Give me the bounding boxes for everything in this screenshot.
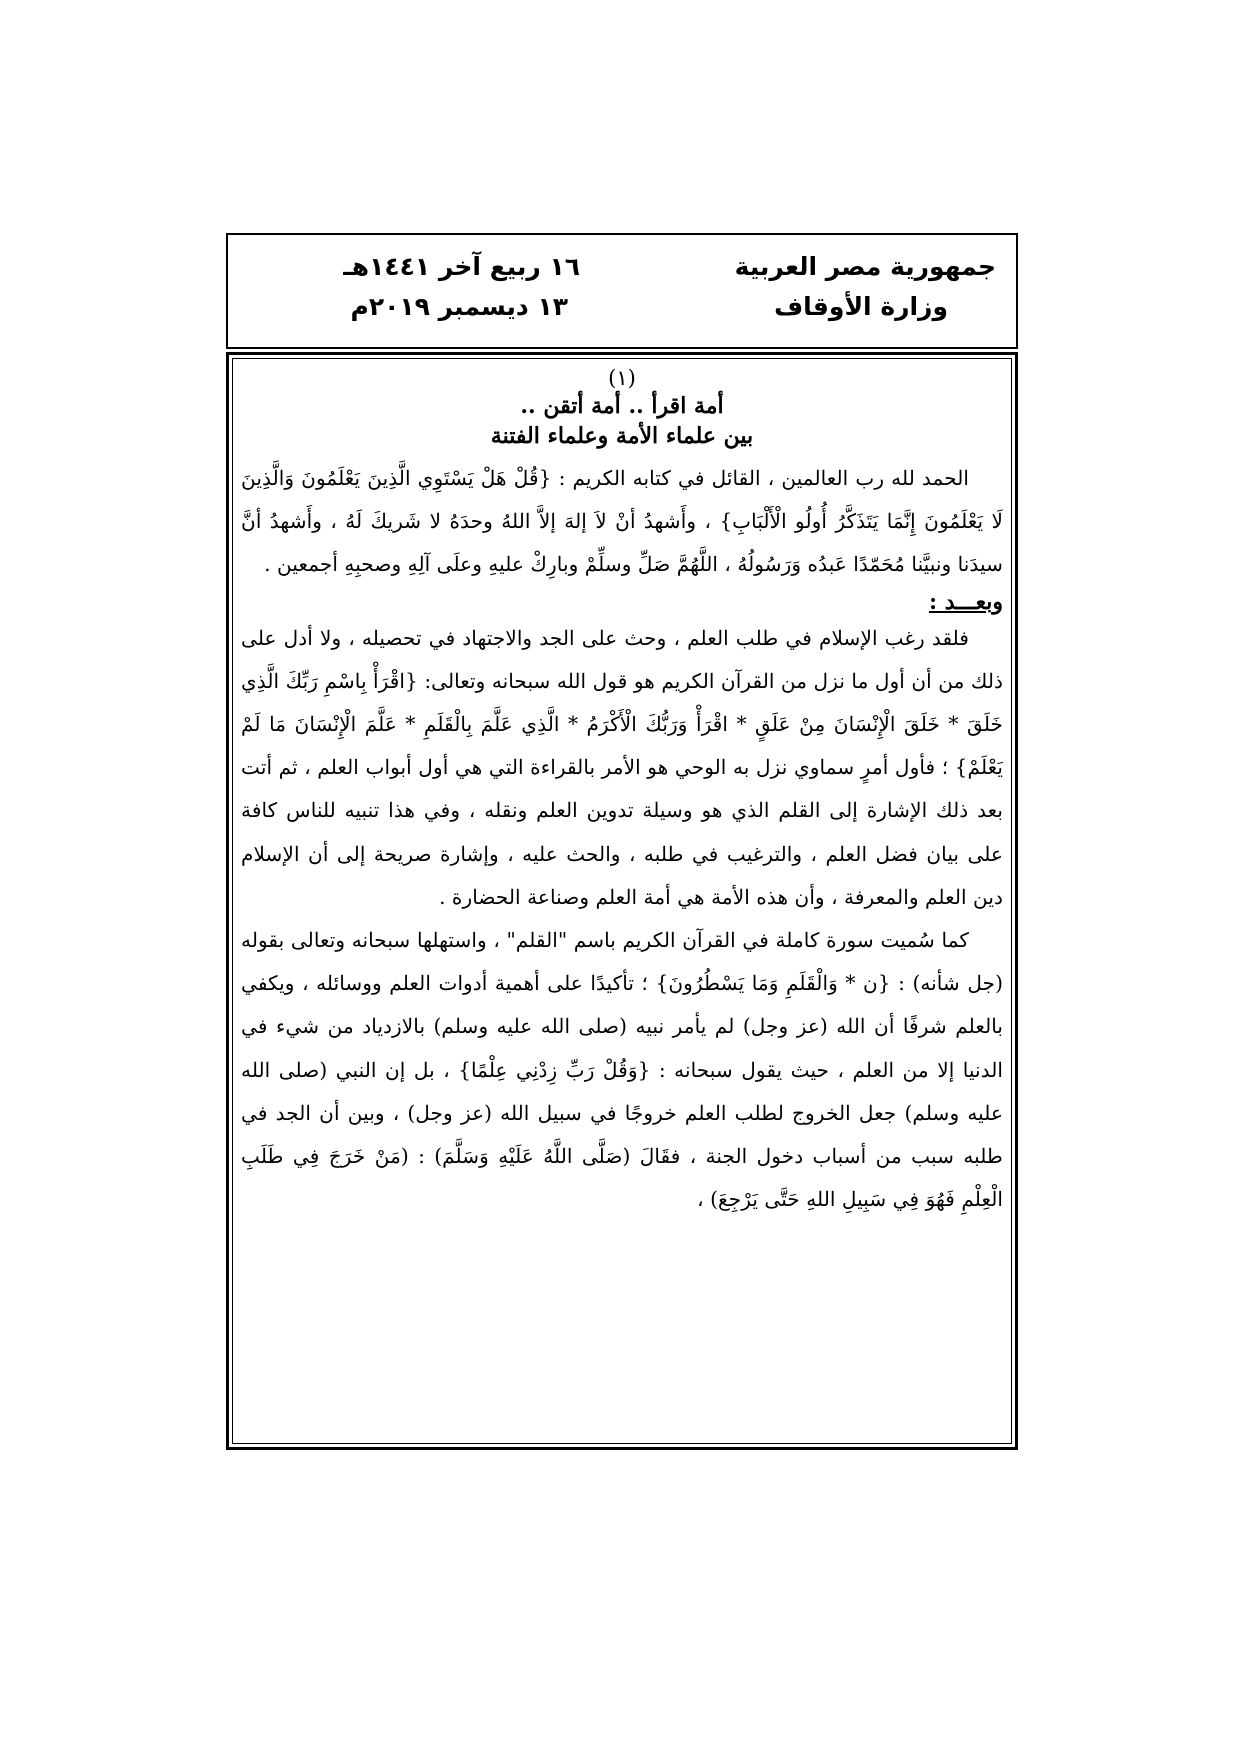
ministry-name: وزارة الأوقاف — [774, 292, 948, 321]
country-name: جمهورية مصر العربية — [734, 252, 996, 281]
hijri-date: ١٦ ربيع آخر ١٤٤١هـ — [343, 252, 580, 281]
header-box — [226, 233, 1018, 349]
sermon-title: أمة اقرأ .. أمة أتقن .. — [520, 393, 724, 419]
header-institution — [735, 247, 996, 327]
sermon-number: (١) — [608, 366, 636, 390]
ba3d-heading: وبعـــد : — [928, 588, 1003, 615]
sermon-subtitle: بين علماء الأمة وعلماء الفتنة — [490, 423, 754, 449]
body-paragraph-2: كما سُميت سورة كاملة في القرآن الكريم باسم "القلم" ، واستهلها سبحانه وتعالى بقوله (جل شأنه) : {ن * وَالْقَلَمِ وَمَا يَسْطُرُونَ} ؛ تأكيدًا على أهمية أدوات العلم ووسائله ، ويكفي بالعلم شرفًا أن الله (عز وجل) لم يأمر نبيه (صلى الله عليه وسلم) بالازدياد من شيء في الدنيا إلا من العلم ، حيث يقول سبحانه : {وَقُلْ رَبِّ زِدْنِي عِلْمًا} ، بل إن النبي (صلى الله عليه وسلم) جعل الخروج لطلب العلم خروجًا في سبيل الله (عز وجل) ، وبين أن الجد في طلبه سبب من أسباب دخول الجنة ، فقَالَ (صَلَّى اللَّهُ عَلَيْهِ وَسَلَّمَ) : (مَنْ خَرَجَ فِي طَلَبِ الْعِلْمِ فَهُوَ فِي سَبِيلِ اللهِ حَتَّى يَرْجِعَ) ، — [241, 928, 1003, 1212]
header-dates — [288, 247, 588, 327]
body-paragraph-1: فلقد رغب الإسلام في طلب العلم ، وحث على الجد والاجتهاد في تحصيله ، ولا أدل على ذلك من أن أول ما نزل من القرآن الكريم هو قول الله سبحانه وتعالى: {اقْرَأْ بِاسْمِ رَبِّكَ الَّذِي خَلَقَ * خَلَقَ الْإِنْسَانَ مِنْ عَلَقٍ * اقْرَأْ وَرَبُّكَ الْأَكْرَمُ * الَّذِي عَلَّمَ بِالْقَلَمِ * عَلَّمَ الْإِنْسَانَ مَا لَمْ يَعْلَمْ} ؛ فأول أمرٍ سماوي نزل به الوحي هو الأمر بالقراءة التي هي أول أبواب العلم ، ثم أتت بعد ذلك الإشارة إلى القلم الذي هو وسيلة تدوين العلم ونقله ، وفي هذا تنبيه للناس كافة على بيان فضل العلم ، والترغيب في طلبه ، والحث عليه ، وإشارة صريحة إلى أن الإسلام دين العلم والمعرفة ، وأن هذه الأمة هي أمة العلم وصناعة الحضارة . — [241, 625, 1003, 909]
gregorian-date: ١٣ ديسمبر ٢٠١٩م — [350, 292, 568, 321]
sermon-content — [241, 365, 1003, 1221]
sermon-box — [226, 352, 1018, 1450]
intro-paragraph: الحمد لله رب العالمين ، القائل في كتابه الكريم : {قُلْ هَلْ يَسْتَوِي الَّذِينَ يَعْلَمُونَ وَالَّذِينَ لَا يَعْلَمُونَ إِنَّمَا يَتَذَكَّرُ أُولُو الْأَلْبَابِ} ، وأَشهدُ أنْ لاَ إلهَ إلاَّ اللهُ وحدَهُ لا شَريكَ لَهُ ، وأَشهدُ أنَّ سيدَنا ونبيَّنا مُحَمّدًا عَبدُه وَرَسُولُهُ ، اللَّهُمَّ صَلِّ وسلِّمْ وبارِكْ عليهِ وعلَى آلِهِ وصحبِهِ أجمعين . — [241, 466, 1003, 577]
